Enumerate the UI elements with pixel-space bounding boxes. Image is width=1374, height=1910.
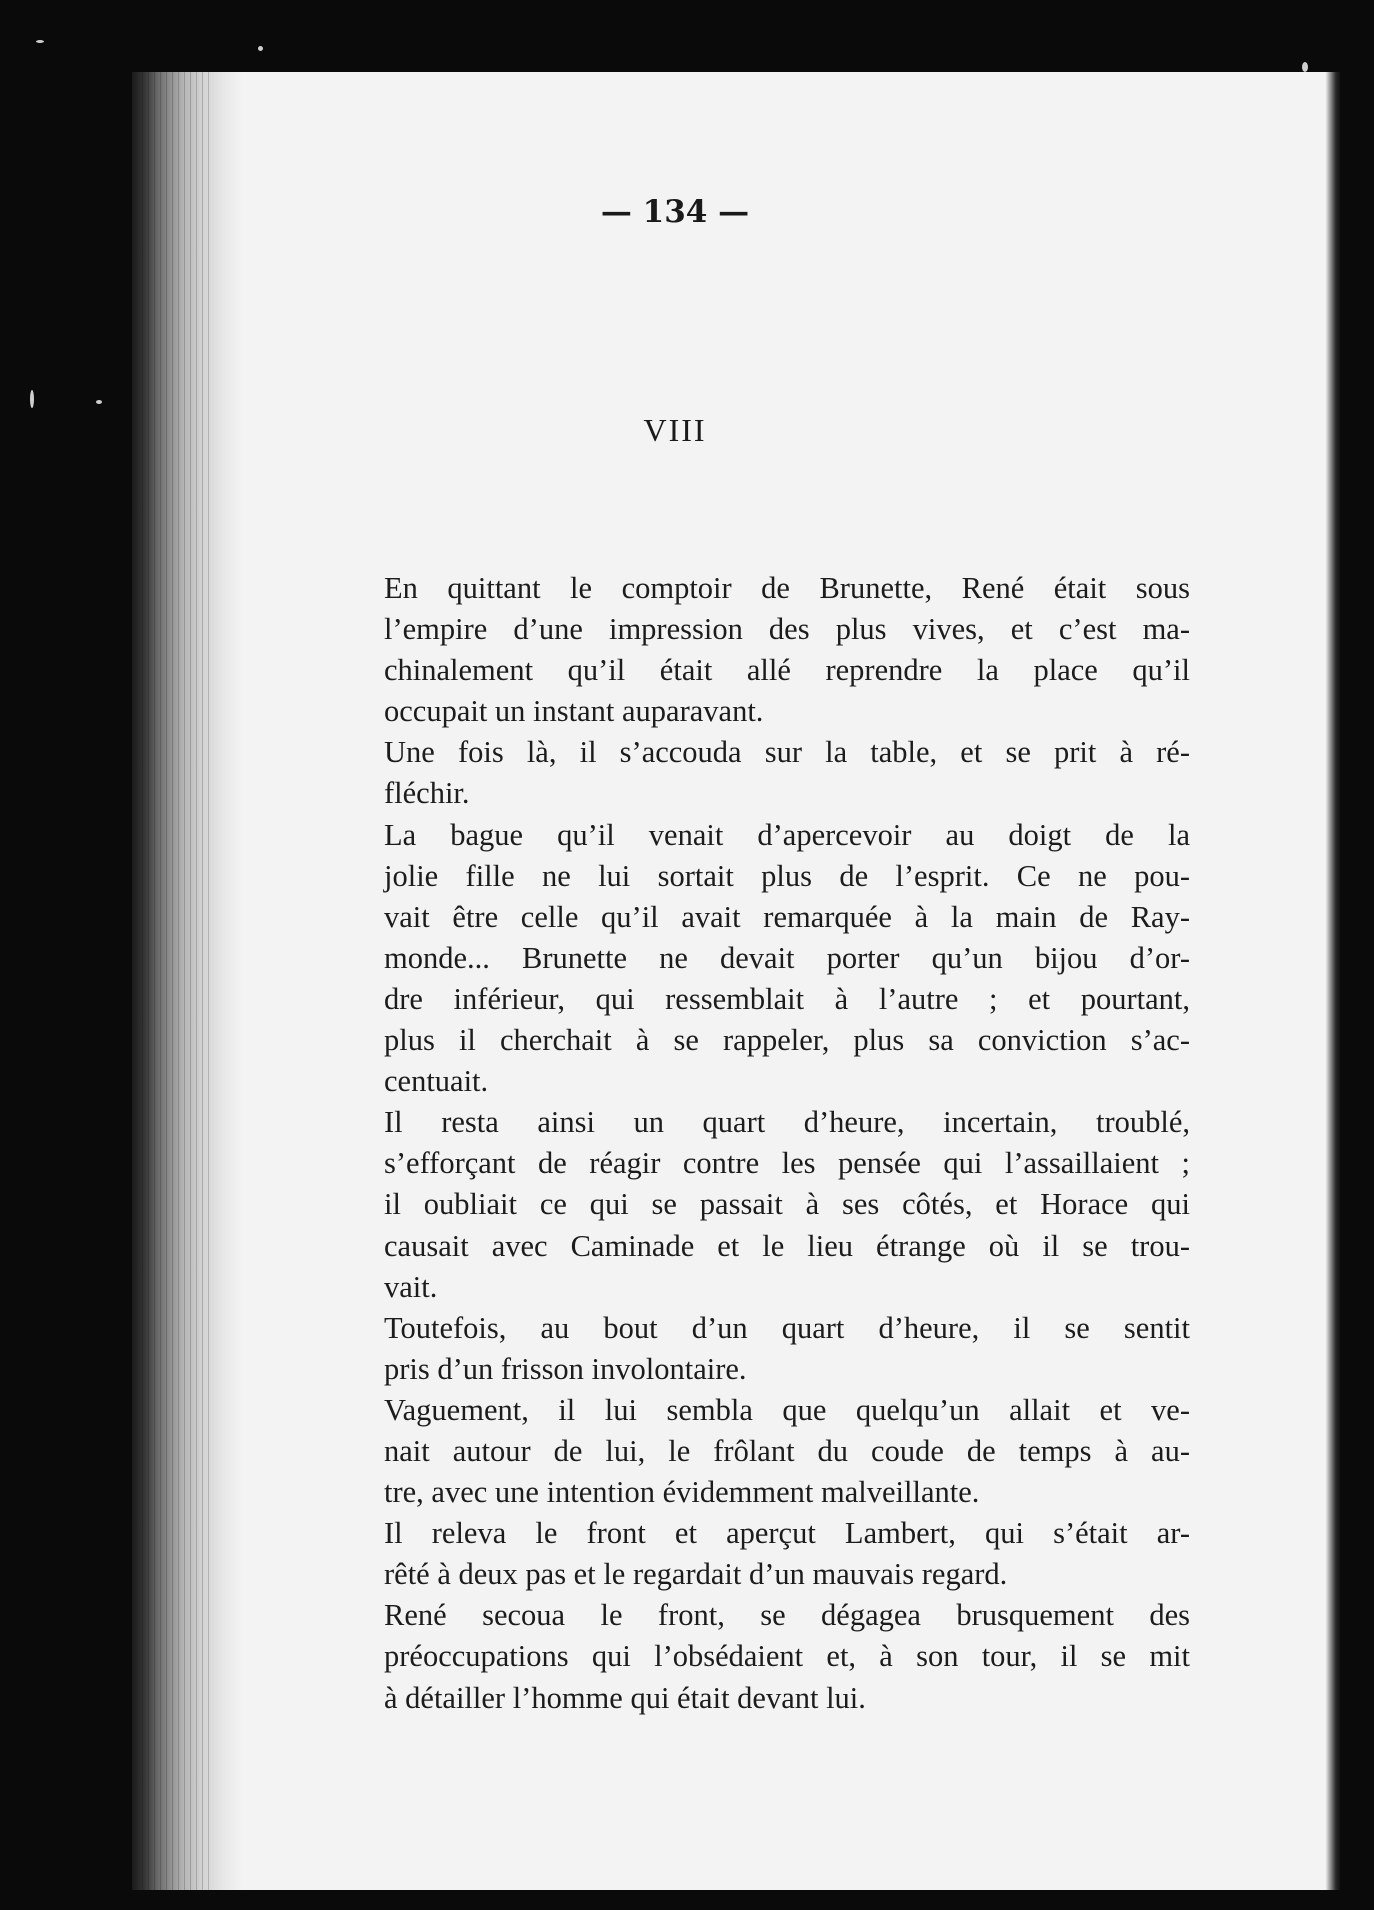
text-line: l’empire d’une impression des plus vives, et c’est ma- bbox=[384, 612, 1190, 647]
text-line: vait. bbox=[384, 1269, 438, 1304]
text-line: plus il cherchait à se rappeler, plus sa conviction s’ac- bbox=[384, 1023, 1190, 1058]
text-line: à détailler l’homme qui était devant lui. bbox=[384, 1680, 866, 1715]
text-line: nait autour de lui, le frôlant du coude de temps à au- bbox=[384, 1433, 1190, 1468]
text-line: occupait un instant auparavant. bbox=[384, 694, 764, 729]
scan-speck bbox=[258, 46, 263, 51]
scan-speck bbox=[1302, 62, 1308, 72]
page-number: — 134 — bbox=[600, 194, 750, 230]
text-line: tre, avec une intention évidemment malveillante. bbox=[384, 1475, 980, 1510]
text-line: chinalement qu’il était allé reprendre la place qu’il bbox=[384, 653, 1190, 688]
scan-speck bbox=[36, 40, 44, 43]
text-line: Il releva le front et aperçut Lambert, qui s’était ar- bbox=[384, 1516, 1190, 1551]
text-line: vait être celle qu’il avait remarquée à la main de Ray- bbox=[384, 899, 1190, 934]
text-line: Une fois là, il s’accouda sur la table, et se prit à ré- bbox=[384, 735, 1190, 770]
text-line: rêté à deux pas et le regardait d’un mauvais regard. bbox=[384, 1557, 1008, 1592]
chapter-heading: VIII bbox=[643, 412, 707, 448]
text-line: dre inférieur, qui ressemblait à l’autre ; et pourtant, bbox=[384, 981, 1190, 1016]
gutter-texture bbox=[142, 72, 212, 1890]
text-line: jolie fille ne lui sortait plus de l’esprit. Ce ne pou- bbox=[384, 858, 1190, 893]
text-line: Vaguement, il lui sembla que quelqu’un allait et ve- bbox=[384, 1392, 1190, 1427]
text-line: Toutefois, au bout d’un quart d’heure, il se sentit bbox=[384, 1310, 1190, 1345]
text-line: causait avec Caminade et le lieu étrange où il se trou- bbox=[384, 1228, 1190, 1263]
scan-speck bbox=[96, 400, 102, 404]
text-line: préoccupations qui l’obsédaient et, à son tour, il se mit bbox=[384, 1639, 1190, 1674]
text-line: s’efforçant de réagir contre les pensée qui l’assaillaient ; bbox=[384, 1146, 1190, 1181]
text-line: monde... Brunette ne devait porter qu’un bijou d’or- bbox=[384, 940, 1190, 975]
text-line: La bague qu’il venait d’apercevoir au doigt de la bbox=[384, 817, 1190, 852]
text-line: il oubliait ce qui se passait à ses côtés, et Horace qui bbox=[384, 1187, 1190, 1222]
text-line: pris d’un frisson involontaire. bbox=[384, 1351, 747, 1386]
text-line: fléchir. bbox=[384, 776, 470, 811]
text-line: René secoua le front, se dégagea brusquement des bbox=[384, 1598, 1190, 1633]
text-line: En quittant le comptoir de Brunette, René était sous bbox=[384, 571, 1190, 605]
text-line: centuait. bbox=[384, 1064, 489, 1099]
body-text bbox=[384, 568, 1190, 1719]
scan-speck bbox=[30, 390, 34, 408]
page-right-edge bbox=[1326, 72, 1340, 1890]
text-line: Il resta ainsi un quart d’heure, incertain, troublé, bbox=[384, 1105, 1190, 1140]
